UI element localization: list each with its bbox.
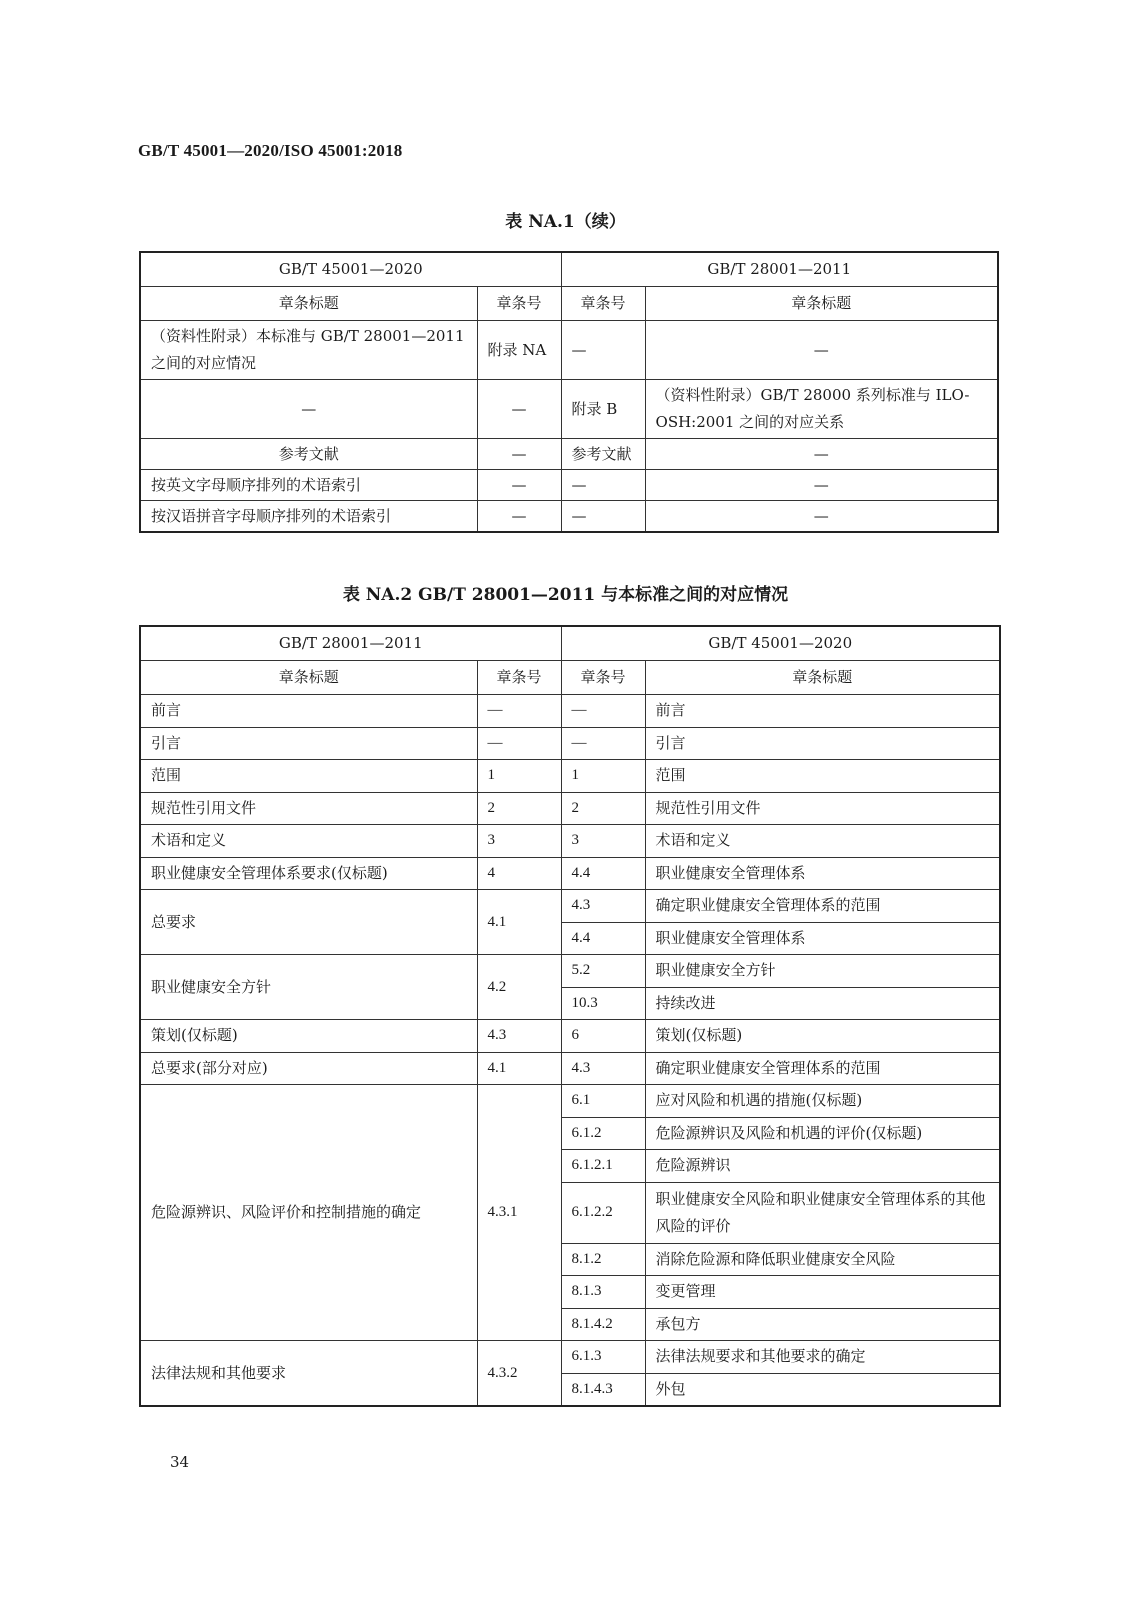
left-number-cell: 4.2 xyxy=(477,955,561,1020)
right-standard-header: GB/T 28001—2011 xyxy=(561,252,998,287)
right-number-cell: 6 xyxy=(561,1020,645,1053)
left-title-cell: 范围 xyxy=(140,760,477,793)
left-number-cell: 4.1 xyxy=(477,1052,561,1085)
table1-caption: 表 NA.1（续） xyxy=(505,212,626,232)
right-number-cell: 4.3 xyxy=(561,1052,645,1085)
right-number-cell: — xyxy=(561,727,645,760)
right-title-cell: 规范性引用文件 xyxy=(645,792,1000,825)
table-row xyxy=(140,857,1000,890)
right-title-cell: 范围 xyxy=(645,760,1000,793)
left-number-cell: — xyxy=(477,695,561,728)
table-row xyxy=(140,955,1000,988)
column-header-title: 章条标题 xyxy=(140,287,477,321)
left-number-cell: 4.3 xyxy=(477,1020,561,1053)
table-row xyxy=(140,321,998,380)
right-number-cell: 8.1.4.2 xyxy=(561,1308,645,1341)
right-title-cell: （资料性附录）GB/T 28000 系列标准与 ILO-OSH:2001 之间的对应关系 xyxy=(645,380,998,439)
right-number-cell: 10.3 xyxy=(561,987,645,1020)
right-title-cell: 应对风险和机遇的措施(仅标题) xyxy=(645,1085,1000,1118)
column-header-title: 章条标题 xyxy=(140,661,477,695)
column-header-title: 章条标题 xyxy=(645,661,1000,695)
right-title-cell: 前言 xyxy=(645,695,1000,728)
left-number-cell: — xyxy=(477,380,561,439)
left-title-cell: 策划(仅标题) xyxy=(140,1020,477,1053)
table-row xyxy=(140,727,1000,760)
table-row xyxy=(140,1085,1000,1118)
table-row xyxy=(140,695,1000,728)
table2-caption: 表 NA.2 GB/T 28001—2011 与本标准之间的对应情况 xyxy=(342,585,789,605)
table-row xyxy=(140,760,1000,793)
table-row xyxy=(140,1052,1000,1085)
right-number-cell: — xyxy=(561,321,645,380)
left-number-cell: 4.1 xyxy=(477,890,561,955)
left-number-cell: 4.3.2 xyxy=(477,1341,561,1407)
right-number-cell: 参考文献 xyxy=(561,439,645,470)
right-number-cell: 4.4 xyxy=(561,922,645,955)
right-title-cell: 职业健康安全管理体系 xyxy=(645,857,1000,890)
right-title-cell: 法律法规要求和其他要求的确定 xyxy=(645,1341,1000,1374)
right-title-cell: 职业健康安全方针 xyxy=(645,955,1000,988)
left-number-cell: 附录 NA xyxy=(477,321,561,380)
right-number-cell: 4.4 xyxy=(561,857,645,890)
table-row xyxy=(140,470,998,501)
right-title-cell: 外包 xyxy=(645,1373,1000,1406)
right-title-cell: — xyxy=(645,501,998,533)
table-na2 xyxy=(139,625,1001,1407)
left-number-cell: 3 xyxy=(477,825,561,858)
right-number-cell: 6.1.2.1 xyxy=(561,1150,645,1183)
table-row xyxy=(140,501,998,533)
right-title-cell: 确定职业健康安全管理体系的范围 xyxy=(645,890,1000,923)
right-title-cell: 变更管理 xyxy=(645,1276,1000,1309)
right-title-cell: 职业健康安全风险和职业健康安全管理体系的其他风险的评价 xyxy=(645,1182,1000,1243)
right-title-cell: 引言 xyxy=(645,727,1000,760)
left-title-cell: — xyxy=(140,380,477,439)
table-row xyxy=(140,792,1000,825)
table-row xyxy=(140,1020,1000,1053)
standard-identifier: GB/T 45001—2020/ISO 45001:2018 xyxy=(138,141,403,160)
right-number-cell: 6.1 xyxy=(561,1085,645,1118)
column-header-number: 章条号 xyxy=(477,287,561,321)
right-title-cell: 承包方 xyxy=(645,1308,1000,1341)
left-title-cell: 总要求(部分对应) xyxy=(140,1052,477,1085)
table-row xyxy=(140,1341,1000,1374)
left-number-cell: — xyxy=(477,501,561,533)
right-title-cell: — xyxy=(645,470,998,501)
left-number-cell: 1 xyxy=(477,760,561,793)
column-header-number: 章条号 xyxy=(561,287,645,321)
left-title-cell: 职业健康安全方针 xyxy=(140,955,477,1020)
left-title-cell: 规范性引用文件 xyxy=(140,792,477,825)
left-title-cell: 前言 xyxy=(140,695,477,728)
column-header-number: 章条号 xyxy=(477,661,561,695)
right-number-cell: 8.1.4.3 xyxy=(561,1373,645,1406)
right-number-cell: — xyxy=(561,501,645,533)
right-title-cell: 术语和定义 xyxy=(645,825,1000,858)
left-title-cell: 术语和定义 xyxy=(140,825,477,858)
right-standard-header: GB/T 45001—2020 xyxy=(561,626,1000,661)
left-number-cell: — xyxy=(477,727,561,760)
left-title-cell: 参考文献 xyxy=(140,439,477,470)
column-header-title: 章条标题 xyxy=(645,287,998,321)
left-title-cell: 按汉语拼音字母顺序排列的术语索引 xyxy=(140,501,477,533)
right-title-cell: 策划(仅标题) xyxy=(645,1020,1000,1053)
right-title-cell: — xyxy=(645,439,998,470)
right-number-cell: — xyxy=(561,695,645,728)
right-number-cell: 8.1.3 xyxy=(561,1276,645,1309)
left-number-cell: 2 xyxy=(477,792,561,825)
left-number-cell: 4.3.1 xyxy=(477,1085,561,1341)
left-standard-header: GB/T 28001—2011 xyxy=(140,626,561,661)
left-number-cell: 4 xyxy=(477,857,561,890)
left-standard-header: GB/T 45001—2020 xyxy=(140,252,561,287)
right-number-cell: 附录 B xyxy=(561,380,645,439)
right-number-cell: 6.1.2.2 xyxy=(561,1182,645,1243)
table-row xyxy=(140,380,998,439)
right-number-cell: — xyxy=(561,470,645,501)
left-title-cell: 危险源辨识、风险评价和控制措施的确定 xyxy=(140,1085,477,1341)
right-number-cell: 8.1.2 xyxy=(561,1243,645,1276)
right-number-cell: 3 xyxy=(561,825,645,858)
right-title-cell: 确定职业健康安全管理体系的范围 xyxy=(645,1052,1000,1085)
left-title-cell: 总要求 xyxy=(140,890,477,955)
right-title-cell: 职业健康安全管理体系 xyxy=(645,922,1000,955)
right-title-cell: 持续改进 xyxy=(645,987,1000,1020)
right-number-cell: 6.1.2 xyxy=(561,1117,645,1150)
left-number-cell: — xyxy=(477,439,561,470)
right-title-cell: 消除危险源和降低职业健康安全风险 xyxy=(645,1243,1000,1276)
right-number-cell: 5.2 xyxy=(561,955,645,988)
right-title-cell: 危险源辨识 xyxy=(645,1150,1000,1183)
right-title-cell: — xyxy=(645,321,998,380)
left-title-cell: 按英文字母顺序排列的术语索引 xyxy=(140,470,477,501)
right-number-cell: 1 xyxy=(561,760,645,793)
left-number-cell: — xyxy=(477,470,561,501)
left-title-cell: （资料性附录）本标准与 GB/T 28001—2011 之间的对应情况 xyxy=(140,321,477,380)
left-title-cell: 法律法规和其他要求 xyxy=(140,1341,477,1407)
page-number: 34 xyxy=(170,1453,190,1471)
table-row xyxy=(140,825,1000,858)
right-title-cell: 危险源辨识及风险和机遇的评价(仅标题) xyxy=(645,1117,1000,1150)
right-number-cell: 4.3 xyxy=(561,890,645,923)
right-number-cell: 2 xyxy=(561,792,645,825)
right-number-cell: 6.1.3 xyxy=(561,1341,645,1374)
left-title-cell: 引言 xyxy=(140,727,477,760)
table-row xyxy=(140,890,1000,923)
column-header-number: 章条号 xyxy=(561,661,645,695)
table-na1-continued xyxy=(139,251,999,533)
table-row xyxy=(140,439,998,470)
left-title-cell: 职业健康安全管理体系要求(仅标题) xyxy=(140,857,477,890)
